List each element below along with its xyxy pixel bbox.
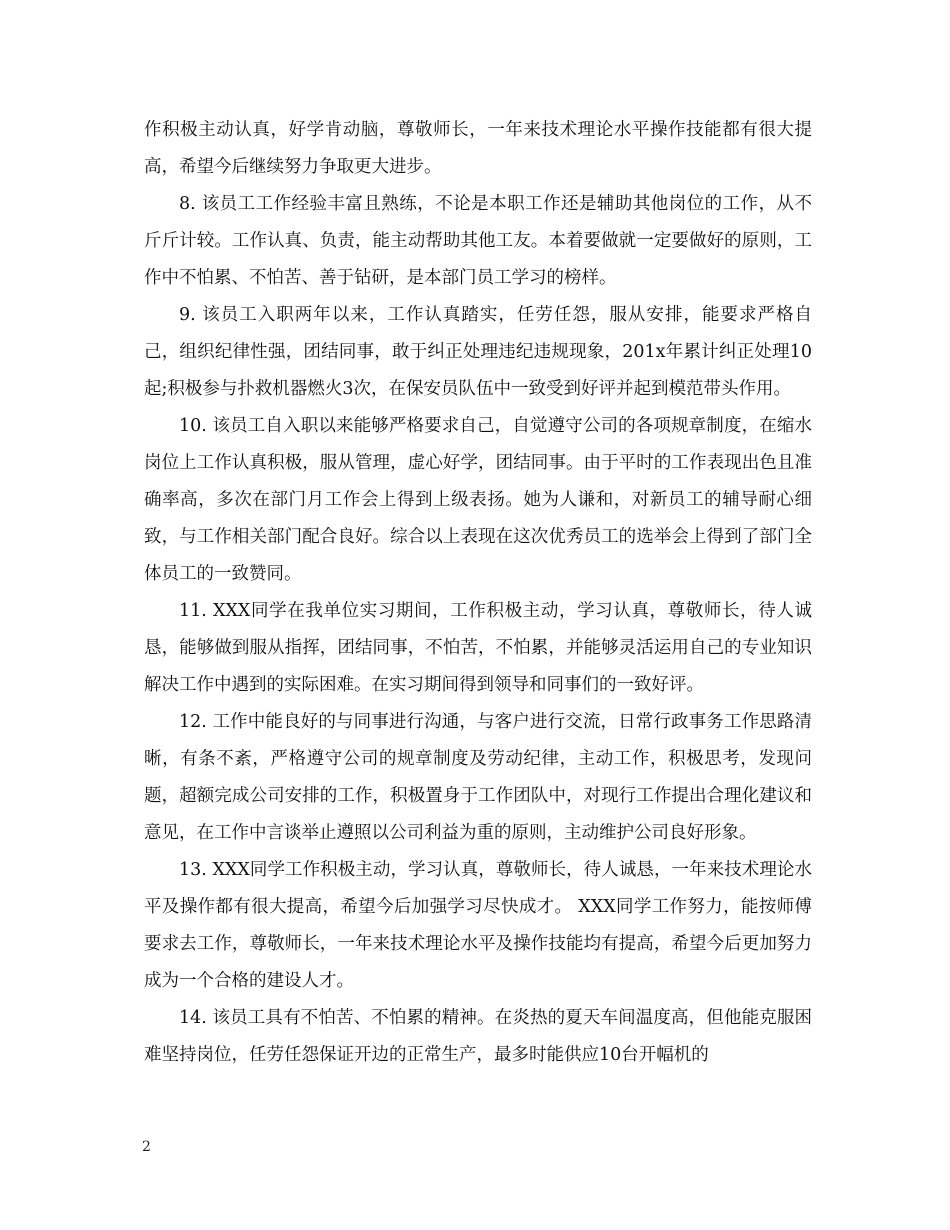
paragraph-item-14: 14. 该员工具有不怕苦、不怕累的精神。在炎热的夏天车间温度高，但他能克服困难坚持岗位，任劳任怨保证开边的正常生产，最多时能供应10台开幅机的 — [144, 1008, 812, 1065]
paragraph-item-8: 8. 该员工工作经验丰富且熟练，不论是本职工作还是辅助其他岗位的工作，从不斤斤计较。工作认真、负责，能主动帮助其他工友。本着要做就一定要做好的原则，工作中不怕累、不怕苦、善于钻研，是本部门员工学习的榜样。 — [144, 194, 812, 288]
page-number: 2 — [142, 1139, 151, 1155]
paragraph-item-12: 12. 工作中能良好的与同事进行沟通，与客户进行交流，日常行政事务工作思路清晰，有条不紊，严格遵守公司的规章制度及劳动纪律，主动工作，积极思考，发现问题，超额完成公司安排的工作，积极置身于工作团队中，对现行工作提出合理化建议和意见，在工作中言谈举止遵照以公司利益为重的原则，主动维护公司良好形象。 — [144, 712, 812, 843]
paragraph-continuation: 作积极主动认真，好学肯动脑，尊敬师长，一年来技术理论水平操作技能都有很大提高，希望今后继续努力争取更大进步。 — [144, 120, 812, 177]
paragraph-item-9: 9. 该员工入职两年以来，工作认真踏实，任劳任怨，服从安排，能要求严格自己，组织纪律性强，团结同事，敢于纠正处理违纪违规现象，201x年累计纠正处理10起;积极参与扑救机器燃火3次，在保安员队伍中一致受到好评并起到模范带头作用。 — [144, 305, 812, 399]
paragraph-item-13: 13. XXX同学工作积极主动，学习认真，尊敬师长，待人诚恳，一年来技术理论水平及操作都有很大提高，希望今后加强学习尽快成才。 XXX同学工作努力，能按师傅要求去工作，尊敬师长，一年来技术理论水平及操作技能均有提高，希望今后更加努力成为一个合格的建设人才。 — [144, 860, 812, 991]
document-body — [144, 112, 812, 1074]
paragraph-item-11: 11. XXX同学在我单位实习期间，工作积极主动，学习认真，尊敬师长，待人诚恳，能够做到服从指挥，团结同事，不怕苦，不怕累，并能够灵活运用自己的专业知识 解决工作中遇到的实际困难。在实习期间得到领导和同事们的一致好评。 — [144, 601, 812, 695]
paragraph-item-10: 10. 该员工自入职以来能够严格要求自己，自觉遵守公司的各项规章制度，在缩水岗位上工作认真积极，服从管理，虚心好学，团结同事。由于平时的工作表现出色且准确率高，多次在部门月工作会上得到上级表扬。她为人谦和，对新员工的辅导耐心细致，与工作相关部门配合良好。综合以上表现在这次优秀员工的选举会上得到了部门全体员工的一致赞同。 — [144, 416, 812, 584]
